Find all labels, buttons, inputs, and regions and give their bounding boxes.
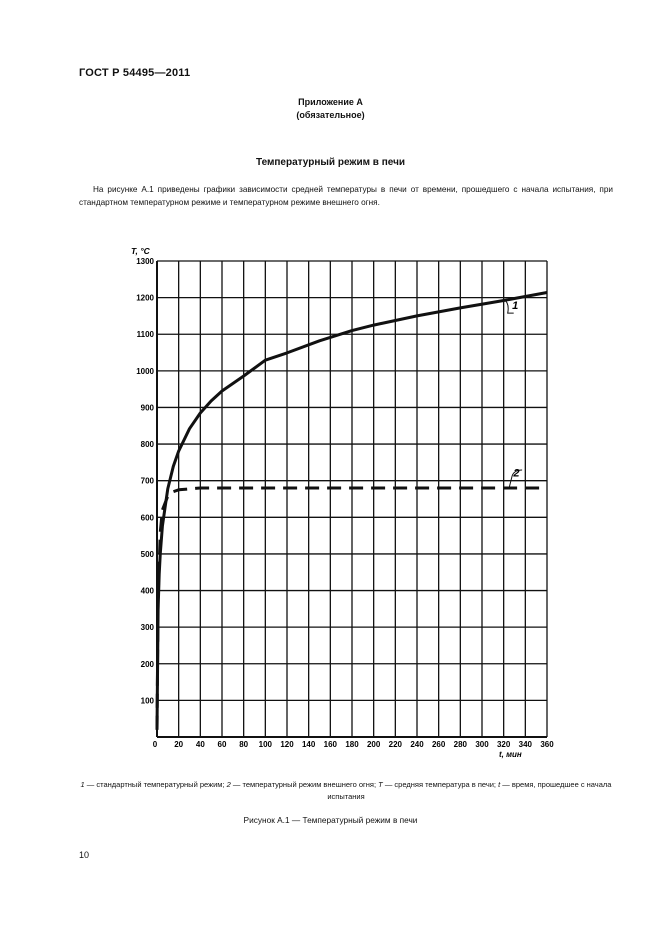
x-tick-label-360: 360 [540, 740, 554, 749]
x-tick-label-180: 180 [345, 740, 359, 749]
legend-symbol-t: t [498, 780, 501, 789]
y-tick-label-1100: 1100 [136, 330, 154, 340]
y-tick-label-500: 500 [140, 549, 154, 559]
x-tick-label-140: 140 [301, 740, 316, 749]
chart-grid [157, 261, 547, 737]
body-paragraph: На рисунке А.1 приведены графики зависимости средней температуры в печи от времени, прошедшего с начала испытания, при стандартном температурном режиме и температурном режиме внешнего огня. [79, 185, 613, 207]
y-tick-label-900: 900 [140, 403, 154, 413]
x-tick-labels [153, 740, 554, 749]
x-axis-label: t, мин [499, 750, 522, 759]
x-tick-label-340: 340 [518, 740, 533, 749]
y-tick-label-200: 200 [140, 659, 154, 669]
y-tick-labels [136, 257, 154, 705]
figure-legend [79, 779, 613, 803]
appendix-note: (обязательное) [296, 110, 365, 120]
appendix-title: Приложение А [298, 97, 363, 107]
x-tick-label-160: 160 [323, 740, 338, 749]
y-tick-label-1000: 1000 [136, 366, 154, 376]
legend-text-3: — средняя температура в печи; [382, 780, 499, 789]
x-tick-label-120: 120 [280, 740, 294, 749]
x-tick-label-200: 200 [366, 740, 381, 749]
y-axis-label: T, °C [131, 246, 150, 256]
legend-num-2: 2 [226, 780, 231, 789]
x-tick-label-240: 240 [410, 740, 424, 749]
x-tick-label-300: 300 [475, 740, 489, 749]
y-tick-label-400: 400 [140, 586, 154, 596]
page-number: 10 [79, 850, 90, 860]
figure-title: Рисунок А.1 — Температурный режим в печи [243, 815, 418, 825]
legend-text-4: — время, прошедшее с начала испытания [327, 780, 612, 801]
y-tick-label-1200: 1200 [136, 293, 154, 303]
axis-labels [131, 246, 522, 759]
y-tick-label-800: 800 [140, 440, 154, 450]
y-tick-label-300: 300 [140, 623, 154, 633]
x-tick-label-220: 220 [388, 740, 403, 749]
x-tick-label-320: 320 [496, 740, 511, 749]
legend-symbol-T: T [378, 780, 383, 789]
y-tick-label-600: 600 [140, 513, 154, 523]
series-label-1: 1 [512, 299, 519, 312]
document-code: ГОСТ Р 54495—2011 [79, 67, 191, 79]
y-tick-label-700: 700 [140, 476, 154, 486]
y-tick-label-1300: 1300 [136, 257, 154, 266]
x-tick-label-60: 60 [217, 740, 227, 749]
x-tick-label-280: 280 [453, 740, 468, 749]
x-tick-label-40: 40 [195, 740, 205, 749]
x-tick-label-20: 20 [174, 740, 184, 749]
x-tick-label-100: 100 [258, 740, 273, 749]
section-title: Температурный режим в печи [255, 157, 406, 168]
series-label-2: 2 [513, 467, 520, 480]
legend-text-1: — стандартный температурный режим; [84, 780, 227, 789]
x-tick-label-260: 260 [431, 740, 446, 749]
legend-text-2: — температурный режим внешнего огня; [230, 780, 379, 789]
y-tick-label-100: 100 [140, 696, 154, 706]
x-tick-label-0: 0 [152, 740, 158, 749]
legend-num-1: 1 [80, 780, 85, 789]
x-tick-label-80: 80 [239, 740, 249, 749]
chart-series-labels [504, 299, 522, 488]
